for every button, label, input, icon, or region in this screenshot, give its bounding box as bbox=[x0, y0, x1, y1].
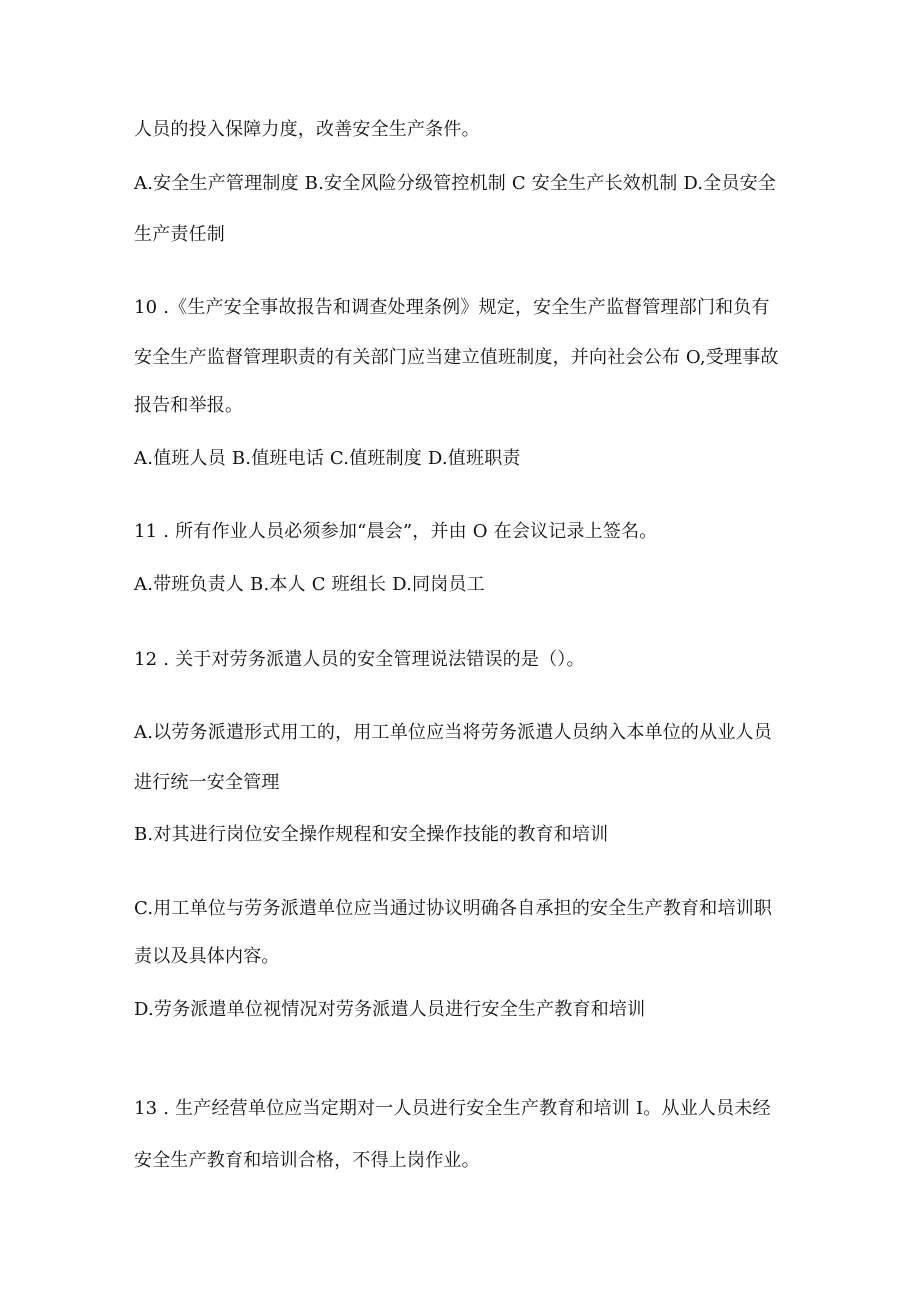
text-line: 安全生产教育和培训合格，不得上岗作业。 bbox=[134, 1150, 480, 1171]
question-13: 13 . 生产经营单位应当定期对一人员进行安全生产教育和培训 I。从业人员未经 bbox=[134, 1098, 771, 1119]
text-line: 人员的投入保障力度，改善安全生产条件。 bbox=[134, 119, 480, 140]
text-line: 安全生产监督管理职责的有关部门应当建立值班制度，并向社会公布 O,受理事故 bbox=[134, 347, 779, 368]
text-line: 责以及具体内容。 bbox=[134, 946, 280, 967]
answer-option-a: A.以劳务派遣形式用工的，用工单位应当将劳务派遣人员纳入本单位的从业人员 bbox=[134, 722, 772, 743]
text-line: 报告和举报。 bbox=[134, 395, 244, 416]
answer-option-b: B.对其进行岗位安全操作规程和安全操作技能的教育和培训 bbox=[134, 824, 609, 845]
answer-options: A.带班负责人 B.本人 C 班组长 D.同岗员工 bbox=[134, 574, 485, 595]
question-10: 10 .《生产安全事故报告和调查处理条例》规定，安全生产监督管理部门和负有 bbox=[134, 297, 770, 318]
question-11: 11 . 所有作业人员必须参加“晨会”，并由 O 在会议记录上签名。 bbox=[134, 521, 658, 542]
question-12: 12 . 关于对劳务派遣人员的安全管理说法错误的是（）。 bbox=[134, 649, 585, 670]
answer-option-d: D.劳务派遣单位视情况对劳务派遣人员进行安全生产教育和培训 bbox=[134, 999, 646, 1020]
answer-options: A.值班人员 B.值班电话 C.值班制度 D.值班职责 bbox=[134, 448, 521, 469]
answer-options: A.安全生产管理制度 B.安全风险分级管控机制 C 安全生产长效机制 D.全员安全 bbox=[134, 173, 777, 194]
answer-option-c: C.用工单位与劳务派遣单位应当通过协议明确各自承担的安全生产教育和培训职 bbox=[134, 898, 773, 919]
text-line: 生产责任制 bbox=[134, 224, 225, 245]
text-line: 进行统一安全管理 bbox=[134, 772, 280, 793]
